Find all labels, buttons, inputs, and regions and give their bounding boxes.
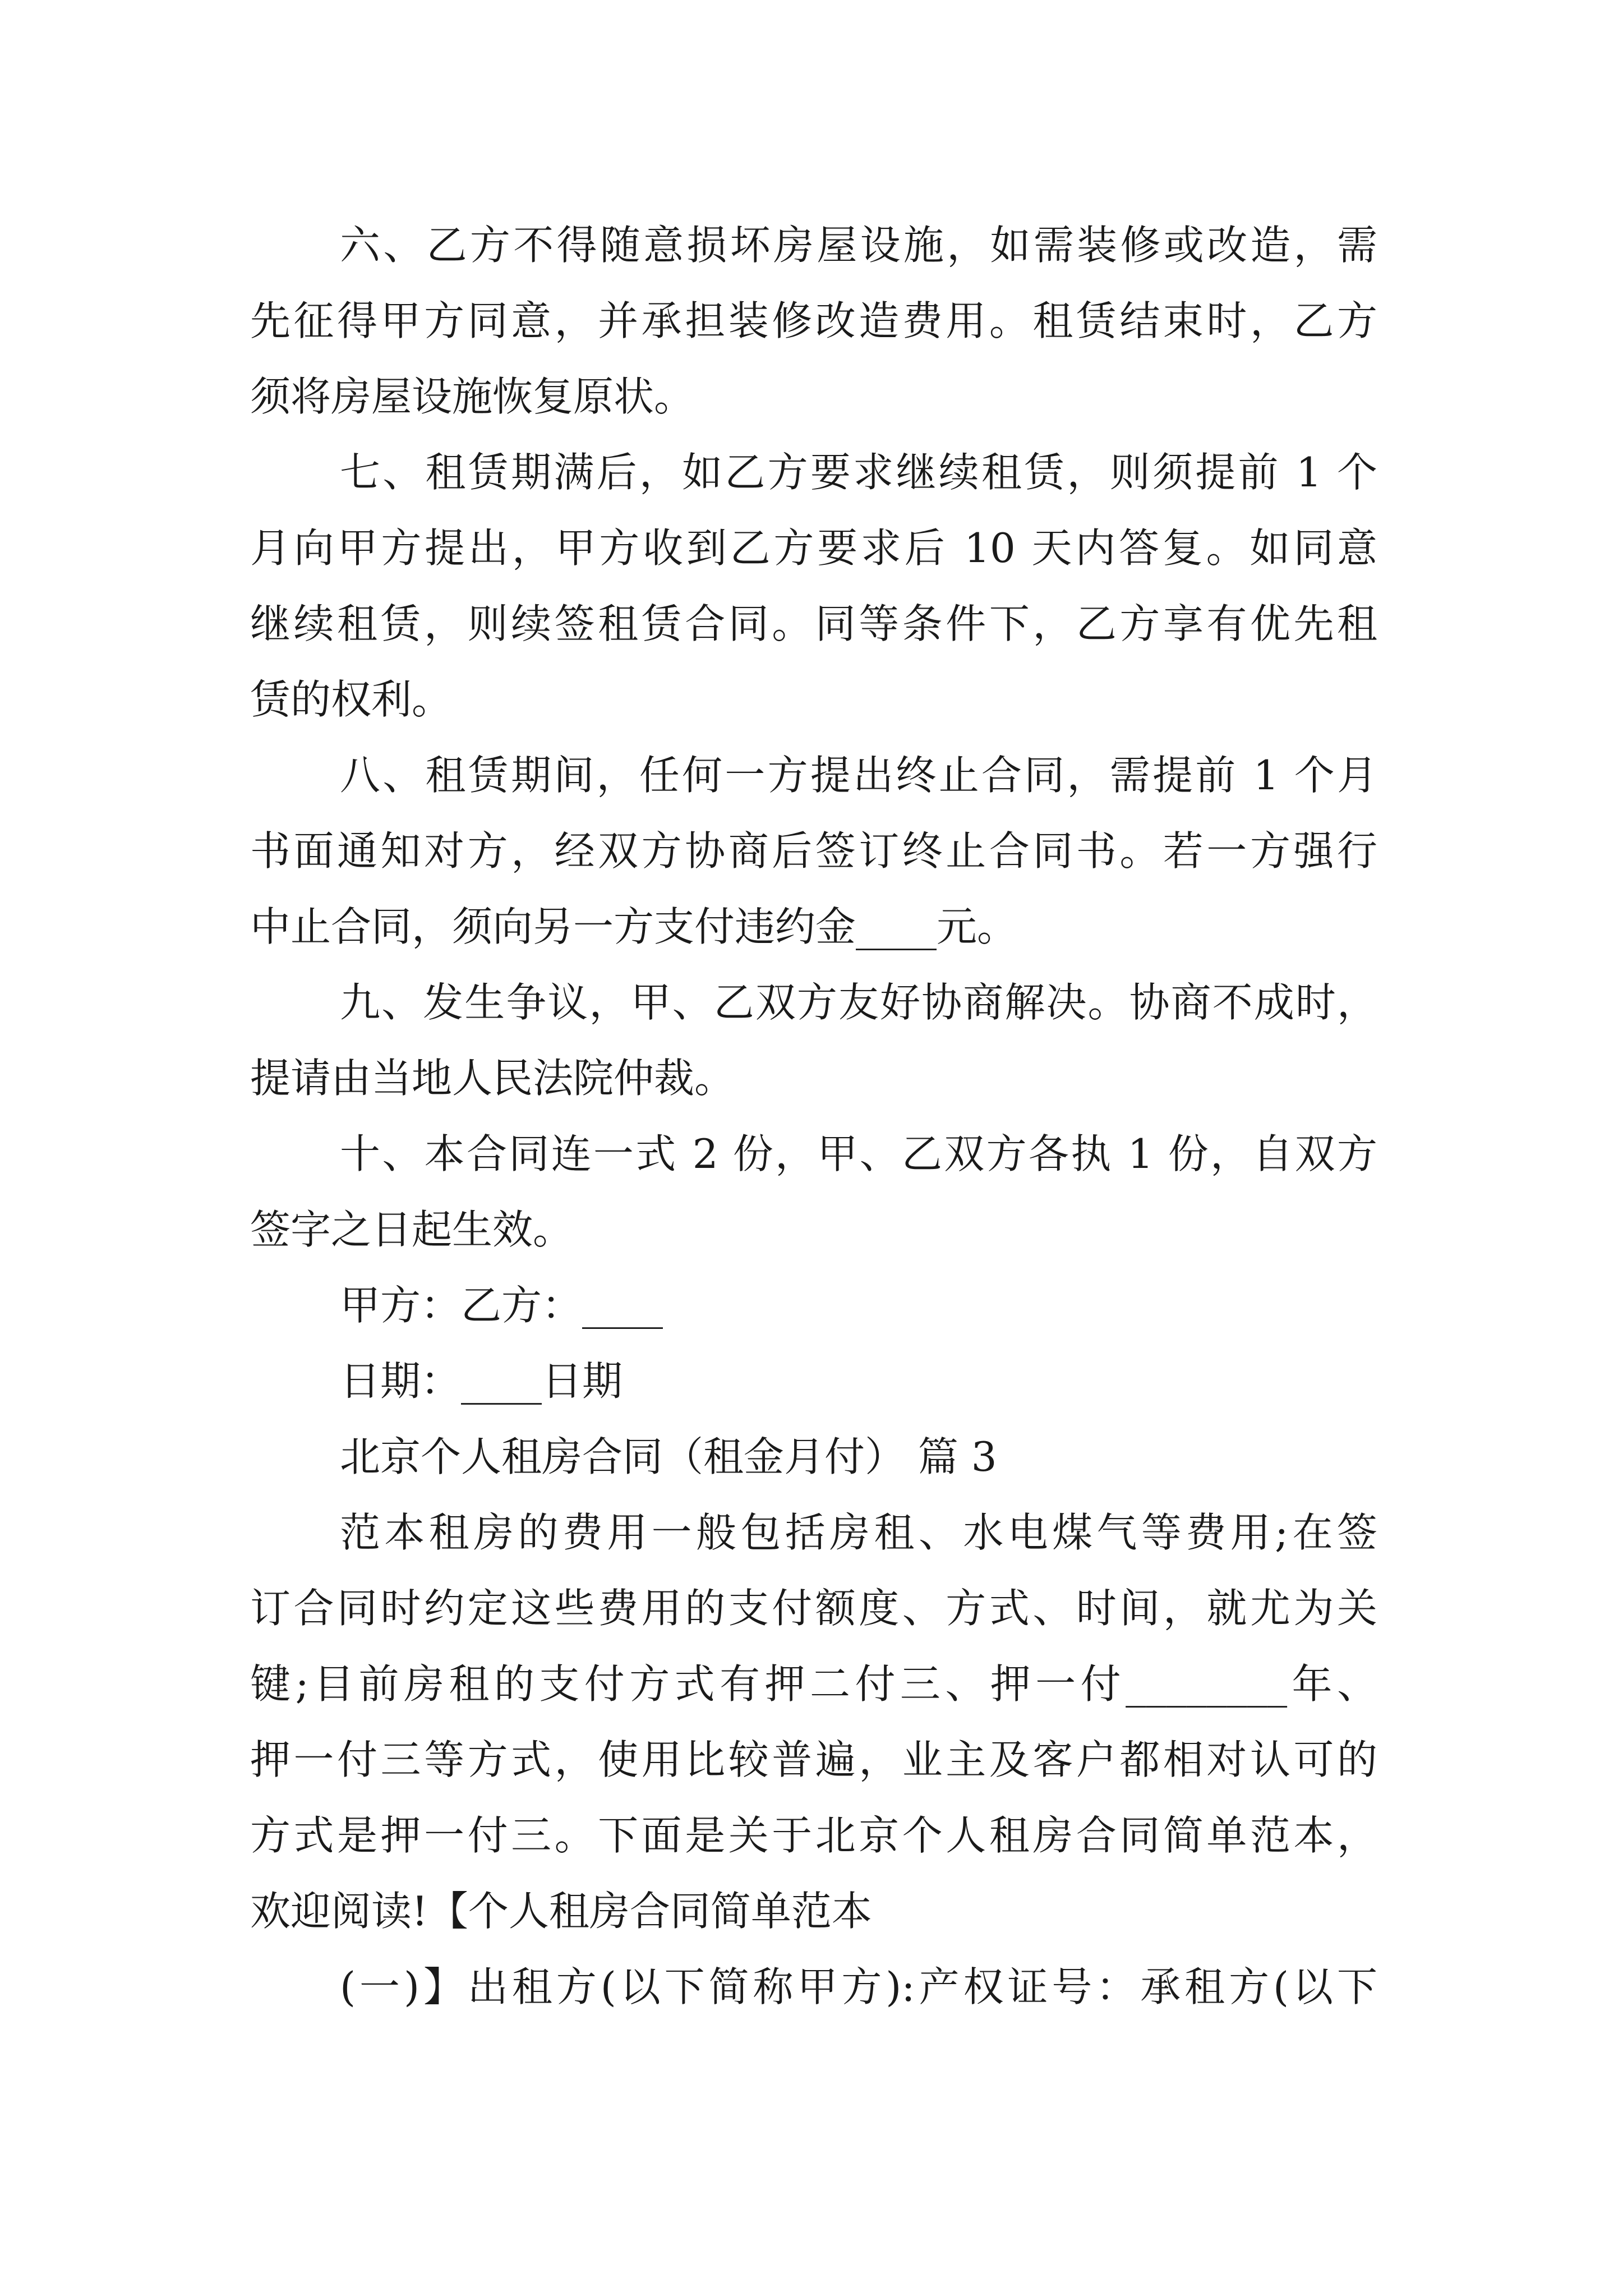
- lessor-line: (一)】出租方(以下简称甲方):产权证号：承租方(以下: [340, 1963, 1377, 2010]
- clause-7-line-1: 七、租赁期满后，如乙方要求继续租赁，则须提前 1 个: [340, 449, 1377, 496]
- clause-7-line-3: 继续租赁，则续签租赁合同。同等条件下，乙方享有优先租: [250, 600, 1377, 647]
- clause-6-line-2: 先征得甲方同意，并承担装修改造费用。租赁结束时，乙方: [250, 297, 1377, 344]
- intro-line-1: 范本租房的费用一般包括房租、水电煤气等费用;在签: [340, 1509, 1377, 1556]
- clause-8-line-1: 八、租赁期间，任何一方提出终止合同，需提前 1 个月: [340, 752, 1377, 799]
- intro-line-2: 订合同时约定这些费用的支付额度、方式、时间，就尤为关: [250, 1585, 1377, 1632]
- signature-parties: 甲方：乙方：____: [340, 1282, 663, 1329]
- clause-10-line-1: 十、本合同连一式 2 份，甲、乙双方各执 1 份，自双方: [340, 1130, 1377, 1177]
- clause-10-line-2: 签字之日起生效。: [250, 1206, 574, 1253]
- clause-8-line-3: 中止合同，须向另一方支付违约金____元。: [250, 903, 1018, 950]
- clause-9-line-1: 九、发生争议，甲、乙双方友好协商解决。协商不成时，: [340, 979, 1377, 1026]
- section-heading: 北京个人租房合同（租金月付） 篇 3: [340, 1433, 997, 1480]
- clause-9-line-2: 提请由当地人民法院仲裁。: [250, 1055, 735, 1102]
- clause-7-line-4: 赁的权利。: [250, 676, 453, 723]
- signature-dates: 日期：____日期: [340, 1358, 623, 1405]
- clause-8-line-2: 书面通知对方，经双方协商后签订终止合同书。若一方强行: [250, 827, 1377, 875]
- intro-line-6: 欢迎阅读!【个人租房合同简单范本: [250, 1888, 872, 1935]
- clause-6-line-1: 六、乙方不得随意损坏房屋设施，如需装修或改造，需: [340, 222, 1377, 269]
- clause-6-line-3: 须将房屋设施恢复原状。: [250, 373, 695, 420]
- intro-line-4: 押一付三等方式，使用比较普遍，业主及客户都相对认可的: [250, 1736, 1377, 1783]
- intro-line-3: 键;目前房租的支付方式有押二付三、押一付________年、: [250, 1660, 1377, 1708]
- clause-7-line-2: 月向甲方提出，甲方收到乙方要求后 10 天内答复。如同意: [250, 524, 1377, 572]
- intro-line-5: 方式是押一付三。下面是关于北京个人租房合同简单范本，: [250, 1812, 1377, 1859]
